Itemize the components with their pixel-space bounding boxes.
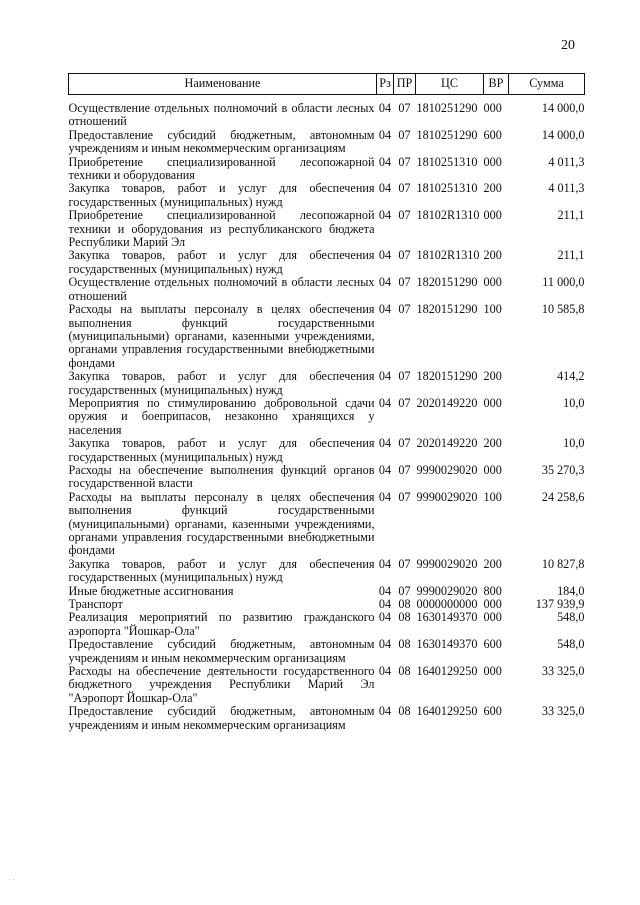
cell-name: Расходы на обеспечение деятельности государственного бюджетного учреждения Республики Марий Эл "Аэропорт Йошкар-Ола"	[68, 664, 375, 705]
cell-rz: 04	[378, 208, 392, 223]
cell-pr: 07	[398, 369, 411, 384]
cell-pr: 07	[398, 583, 411, 598]
table-row	[69, 209, 585, 249]
cell-pr: 07	[398, 436, 411, 451]
cell-rz: 04	[378, 597, 392, 612]
cell-sum: 414,2	[557, 369, 585, 384]
scan-artifact: · ·	[8, 876, 15, 884]
cell-sum: 10 827,8	[541, 556, 585, 571]
cell-cs: 1820151290	[416, 369, 478, 384]
cell-vr: 200	[483, 436, 502, 451]
cell-name: Закупка товаров, работ и услуг для обеспечения государственных (муниципальных) нужд	[68, 436, 375, 464]
cell-name: Предоставление субсидий бюджетным, автономным учреждениям и иным некоммерческим организациям	[68, 637, 375, 665]
table-row	[69, 665, 585, 705]
cell-rz: 04	[378, 101, 392, 115]
cell-vr: 200	[483, 248, 502, 263]
cell-rz: 04	[378, 181, 392, 196]
cell-pr: 08	[398, 610, 411, 625]
cell-sum: 4 011,3	[548, 181, 585, 196]
cell-cs: 1820151290	[416, 275, 478, 290]
cell-name: Закупка товаров, работ и услуг для обеспечения государственных (муниципальных) нужд	[68, 556, 375, 585]
cell-rz: 04	[378, 436, 392, 451]
cell-sum: 184,0	[557, 583, 585, 598]
cell-sum: 4 011,3	[548, 154, 585, 169]
table-row	[69, 370, 585, 397]
cell-rz: 04	[378, 127, 392, 142]
cell-pr: 08	[398, 597, 411, 612]
cell-name: Реализация мероприятий по развитию гражданского аэропорта "Йошкар-Ола"	[68, 610, 375, 638]
cell-pr: 07	[398, 248, 411, 263]
table-row	[69, 276, 585, 303]
table-body	[69, 95, 585, 733]
cell-pr: 08	[398, 664, 411, 679]
cell-vr: 600	[483, 127, 502, 142]
cell-vr: 000	[483, 208, 502, 223]
table-row	[69, 464, 585, 491]
cell-name: Осуществление отдельных полномочий в области лесных отношений	[68, 101, 375, 129]
cell-cs: 9990029020	[416, 462, 478, 477]
table-header	[69, 74, 585, 95]
cell-pr: 07	[398, 275, 411, 290]
cell-rz: 04	[378, 704, 392, 719]
cell-cs: 1820151290	[416, 302, 478, 317]
cell-sum: 10 585,8	[541, 302, 585, 317]
cell-rz: 04	[378, 556, 392, 571]
cell-name: Закупка товаров, работ и услуг для обеспечения государственных (муниципальных) нужд	[68, 248, 375, 276]
cell-rz: 04	[378, 489, 392, 504]
cell-name: Мероприятия по стимулированию добровольной сдачи оружия и боеприпасов, незаконно хранящихся у населения	[68, 395, 375, 437]
cell-sum: 35 270,3	[541, 462, 585, 477]
header-rz: Рз	[377, 74, 394, 95]
cell-cs: 9990029020	[416, 583, 478, 598]
cell-sum: 24 258,6	[541, 489, 585, 504]
cell-rz: 04	[378, 302, 392, 317]
cell-name: Транспорт	[68, 597, 123, 612]
table-row	[69, 437, 585, 464]
cell-pr: 07	[398, 556, 411, 571]
cell-name: Иные бюджетные ассигнования	[68, 583, 234, 598]
cell-rz: 04	[378, 369, 392, 384]
cell-sum: 548,0	[557, 610, 585, 625]
cell-pr: 08	[398, 637, 411, 652]
cell-pr: 08	[398, 704, 411, 719]
cell-sum: 211,1	[557, 208, 585, 223]
cell-pr: 07	[398, 101, 411, 115]
cell-cs: 1630149370	[416, 637, 478, 652]
cell-name: Предоставление субсидий бюджетным, автономным учреждениям и иным некоммерческим организациям	[68, 127, 375, 156]
cell-rz: 04	[378, 462, 392, 477]
budget-table	[68, 73, 585, 732]
header-cs: ЦС	[416, 74, 484, 95]
cell-cs: 0000000000	[416, 597, 478, 612]
cell-vr: 600	[483, 637, 502, 652]
cell-rz: 04	[378, 610, 392, 625]
table-row	[69, 598, 585, 611]
cell-cs: 1810251290	[416, 101, 478, 115]
cell-name: Приобретение специализированной лесопожарной техники и оборудования	[68, 154, 375, 183]
table-row	[69, 611, 585, 638]
cell-pr: 07	[398, 489, 411, 504]
table-row	[69, 156, 585, 183]
cell-vr: 800	[483, 583, 502, 598]
cell-sum: 10,0	[563, 436, 585, 451]
cell-vr: 000	[483, 275, 502, 290]
page-number: 20	[561, 38, 575, 53]
cell-pr: 07	[398, 302, 411, 317]
cell-cs: 18102R1310	[416, 248, 480, 263]
cell-pr: 07	[398, 154, 411, 169]
cell-rz: 04	[378, 275, 392, 290]
cell-name: Расходы на выплаты персоналу в целях обеспечения выполнения функций государственными (муниципальными) органами, казенными учреждениями, органами управления государственными внебюджетными фондами	[68, 489, 375, 558]
cell-vr: 200	[483, 369, 502, 384]
table-row	[69, 249, 585, 276]
cell-pr: 07	[398, 462, 411, 477]
cell-sum: 10,0	[563, 395, 585, 410]
table-row	[69, 638, 585, 665]
cell-cs: 2020149220	[416, 395, 478, 410]
cell-sum: 211,1	[557, 248, 585, 263]
table-row	[69, 705, 585, 732]
cell-vr: 000	[483, 154, 502, 169]
cell-sum: 33 325,0	[541, 704, 585, 719]
table-row	[69, 491, 585, 558]
cell-pr: 07	[398, 395, 411, 410]
cell-vr: 200	[483, 181, 502, 196]
cell-cs: 1810251310	[416, 181, 478, 196]
cell-rz: 04	[378, 154, 392, 169]
header-sum: Сумма	[509, 74, 585, 95]
table-row	[69, 558, 585, 585]
cell-cs: 9990029020	[416, 489, 478, 504]
table-row	[69, 129, 585, 156]
cell-name: Закупка товаров, работ и услуг для обеспечения государственных (муниципальных) нужд	[68, 181, 375, 209]
cell-sum: 11 000,0	[542, 275, 585, 290]
table-row	[69, 95, 585, 129]
cell-cs: 18102R1310	[416, 208, 480, 223]
cell-cs: 1640129250	[416, 664, 478, 679]
cell-pr: 07	[398, 181, 411, 196]
cell-name: Осуществление отдельных полномочий в области лесных отношений	[68, 275, 375, 303]
cell-vr: 000	[483, 101, 502, 115]
cell-sum: 33 325,0	[541, 664, 585, 679]
cell-cs: 9990029020	[416, 556, 478, 571]
cell-name: Расходы на обеспечение выполнения функций органов государственной власти	[68, 462, 375, 491]
cell-name: Расходы на выплаты персоналу в целях обеспечения выполнения функций государственными (муниципальными) органами, казенными учреждениями, органами управления государственными внебюджетными фондами	[68, 302, 375, 370]
cell-sum: 548,0	[557, 637, 585, 652]
cell-rz: 04	[378, 395, 392, 410]
table-row	[69, 585, 585, 598]
cell-sum: 14 000,0	[541, 127, 585, 142]
cell-vr: 000	[483, 395, 502, 410]
cell-cs: 1630149370	[416, 610, 478, 625]
cell-name: Приобретение специализированной лесопожарной техники и оборудования из республиканского бюджета Республики Марий Эл	[68, 208, 375, 250]
cell-vr: 000	[483, 664, 502, 679]
cell-vr: 000	[483, 610, 502, 625]
table-row	[69, 303, 585, 370]
cell-vr: 100	[483, 489, 502, 504]
cell-rz: 04	[378, 583, 392, 598]
cell-sum: 14 000,0	[541, 101, 585, 115]
table-row	[69, 397, 585, 437]
header-pr: ПР	[394, 74, 416, 95]
cell-pr: 07	[398, 127, 411, 142]
cell-rz: 04	[378, 248, 392, 263]
cell-vr: 200	[483, 556, 502, 571]
cell-sum: 137 939,9	[535, 597, 585, 612]
cell-cs: 1810251290	[416, 127, 478, 142]
cell-name: Закупка товаров, работ и услуг для обеспечения государственных (муниципальных) нужд	[68, 369, 375, 397]
header-vr: ВР	[484, 74, 509, 95]
cell-rz: 04	[378, 664, 392, 679]
cell-vr: 000	[483, 462, 502, 477]
cell-rz: 04	[378, 637, 392, 652]
cell-vr: 100	[483, 302, 502, 317]
header-name: Наименование	[69, 74, 377, 95]
table-row	[69, 182, 585, 209]
cell-pr: 07	[398, 208, 411, 223]
cell-vr: 600	[483, 704, 502, 719]
cell-cs: 1810251310	[416, 154, 478, 169]
cell-cs: 1640129250	[416, 704, 478, 719]
cell-cs: 2020149220	[416, 436, 478, 451]
cell-vr: 000	[483, 597, 502, 612]
cell-name: Предоставление субсидий бюджетным, автономным учреждениям и иным некоммерческим организациям	[68, 704, 375, 732]
